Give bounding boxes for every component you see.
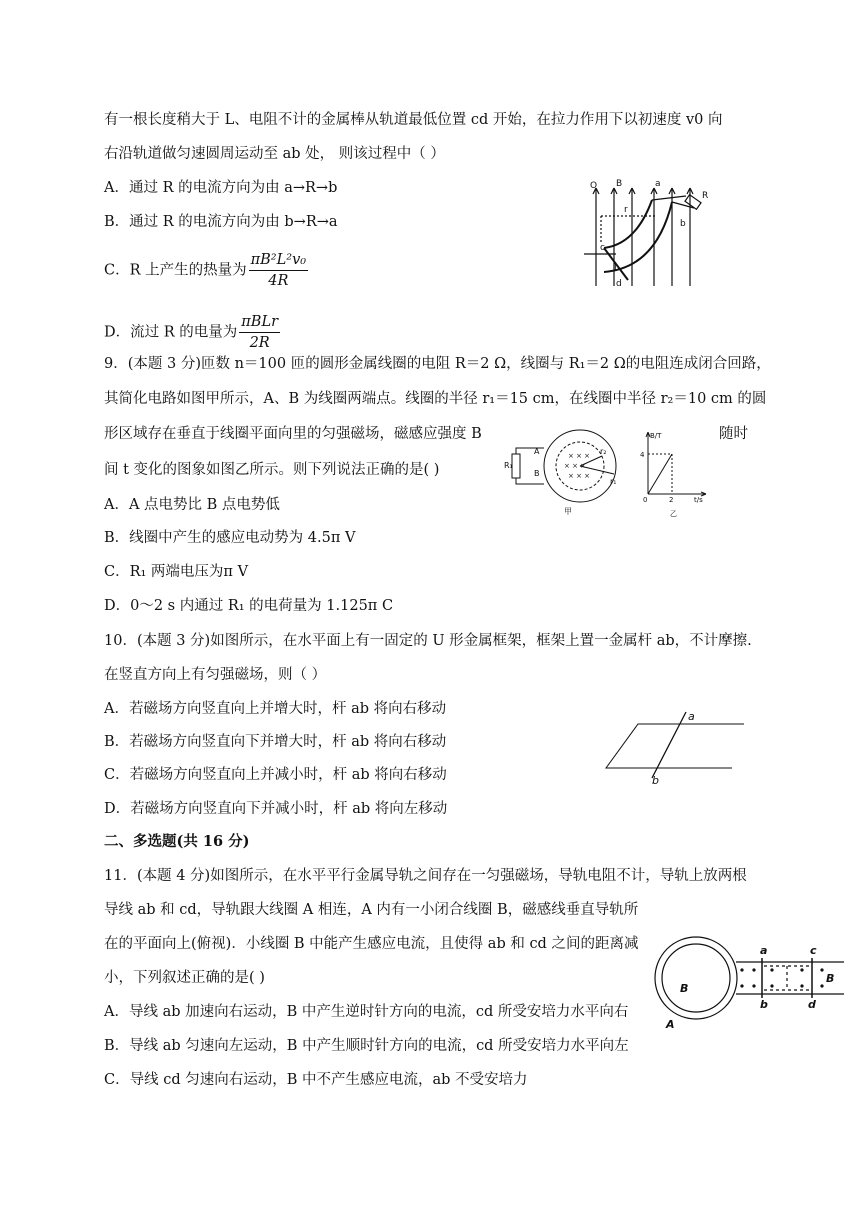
q11-label-b-coil: B (680, 982, 689, 995)
q9-fig-yi-caption: 乙 (670, 510, 677, 518)
q8-fig-label-6: c (600, 243, 605, 253)
q9-label-a: A (534, 447, 540, 456)
q11-label-b: b (760, 998, 768, 1011)
q9-fig-jia-caption: 甲 (564, 507, 572, 516)
q9-label-r1: r₁ (610, 477, 617, 486)
svg-text:× × ×: × × × (564, 462, 587, 470)
q9-stem-line2: 其简化电路如图甲所示，A、B 为线圈两端点。线圈的半径 r₁＝15 cm，在线圈中半径 r₂＝10 cm 的圆 (104, 391, 767, 407)
q11-label-c: c (810, 944, 817, 957)
q8-stem-line1: 有一根长度稍大于 L、电阻不计的金属棒从轨道最低位置 cd 开始，在拉力作用下以初速度 v0 向 (104, 112, 723, 128)
q10-stem-line1: 10．(本题 3 分)如图所示，在水平面上有一固定的 U 形金属框架，框架上置一金属杆 ab，不计摩擦. (104, 633, 752, 649)
q10-option-c: C．若磁场方向竖直向上并减小时，杆 ab 将向右移动 (104, 767, 447, 783)
q8-option-d: D．流过 R 的电量为 $\frac{\text{πBLr}}{2R}$ (104, 314, 279, 351)
q11-label-d: d (808, 998, 816, 1011)
q11-label-a-coil: A (666, 1018, 675, 1031)
section-title-multiple-choice: 二、多选题(共 16 分) (104, 833, 250, 850)
q10-option-b: B．若磁场方向竖直向下并增大时，杆 ab 将向右移动 (104, 734, 447, 750)
q9-graph-x-tick: 2 (669, 496, 674, 504)
q9-option-d: D．0～2 s 内通过 R₁ 的电荷量为 1.125π C (104, 598, 394, 614)
q11-label-b-field: B (826, 972, 835, 985)
q9-graph-y-tick: 4 (640, 451, 645, 459)
q10-figure (602, 706, 748, 786)
q11-stem-line1: 11．(本题 4 分)如图所示，在水平平行金属导轨之间存在一匀强磁场，导轨电阻不计，导轨上放两根 (104, 868, 747, 884)
q10-label-a: a (688, 710, 695, 723)
q8-option-c-fraction: $\frac{\text{πB²L²v₀}}{4R}$ (250, 252, 307, 289)
q9-label-b: B (534, 469, 540, 478)
q8-fig-label-5: b (680, 219, 686, 229)
q9-label-r1res: R₁ (504, 461, 513, 470)
q8-option-d-fraction: $\frac{\text{πBLr}}{2R}$ (241, 314, 279, 351)
q11-label-a: a (760, 944, 768, 957)
svg-text:× × ×: × × × (568, 452, 591, 460)
q9-stem-line3-end: 随时 (719, 426, 748, 442)
q9-stem-line3: 形区域存在垂直于线圈平面向里的匀强磁场，磁感应强度 B (104, 426, 482, 442)
q9-stem-line4: 间 t 变化的图象如图乙所示。则下列说法正确的是( ) (104, 462, 440, 478)
q8-fig-label-0: O (590, 181, 598, 191)
q9-option-a: A．A 点电势比 B 点电势低 (104, 497, 280, 513)
svg-text:× × ×: × × × (568, 472, 591, 480)
q8-fig-label-1: B (616, 179, 623, 189)
q9-graph-origin: 0 (643, 496, 648, 504)
q8-fig-label-7: L (614, 263, 620, 273)
q8-option-a: A．通过 R 的电流方向为由 a→R→b (104, 180, 338, 196)
q9-graph-y-axis: B/T (650, 432, 662, 440)
q9-figure-yi (636, 428, 712, 518)
q9-label-r2: r₂ (600, 447, 607, 456)
q8-option-b: B．通过 R 的电流方向为由 b→R→a (104, 214, 338, 230)
q8-fig-label-2: a (655, 179, 661, 189)
q9-stem-line1: 9．(本题 3 分)匝数 n＝100 匝的圆形金属线圈的电阻 R＝2 Ω，线圈与 R₁＝2 Ω的电阻连成闭合回路， (104, 356, 771, 372)
q11-stem-line2: 导线 ab 和 cd，导轨跟大线圈 A 相连，A 内有一小闭合线圈 B，磁感线垂直导轨所 (104, 902, 639, 918)
q8-figure (576, 176, 716, 288)
q8-fig-label-3: r (624, 205, 628, 215)
q11-figure (652, 928, 848, 1032)
q11-option-c: C．导线 cd 匀速向右运动，B 中不产生感应电流，ab 不受安培力 (104, 1072, 528, 1088)
q11-option-a: A．导线 ab 加速向右运动，B 中产生逆时针方向的电流，cd 所受安培力水平向右 (104, 1004, 629, 1020)
q9-figure-jia (504, 424, 624, 516)
q9-graph-x-axis: t/s (694, 496, 703, 504)
q8-fig-label-4: R (702, 191, 709, 201)
q9-option-c: C．R₁ 两端电压为π V (104, 564, 249, 580)
q8-option-c: C．R 上产生的热量为 $\frac{\text{πB²L²v₀}}{4R}$ (104, 252, 307, 289)
q10-stem-line2: 在竖直方向上有匀强磁场，则（ ） (104, 667, 327, 683)
q8-fig-label-8: d (616, 279, 622, 288)
q11-option-b: B．导线 ab 匀速向左运动，B 中产生顺时针方向的电流，cd 所受安培力水平向左 (104, 1038, 629, 1054)
q10-label-b: b (652, 774, 659, 786)
q11-stem-line3: 在的平面向上(俯视)．小线圈 B 中能产生感应电流，且使得 ab 和 cd 之间的距离减 (104, 936, 639, 952)
q10-option-a: A．若磁场方向竖直向上并增大时，杆 ab 将向右移动 (104, 701, 447, 717)
q8-stem-line2: 右沿轨道做匀速圆周运动至 ab 处， 则该过程中（ ） (104, 146, 445, 162)
q11-stem-line4: 小，下列叙述正确的是( ) (104, 970, 265, 986)
q10-option-d: D．若磁场方向竖直向下并减小时，杆 ab 将向左移动 (104, 801, 448, 817)
q9-option-b: B．线圈中产生的感应电动势为 4.5π V (104, 530, 356, 546)
